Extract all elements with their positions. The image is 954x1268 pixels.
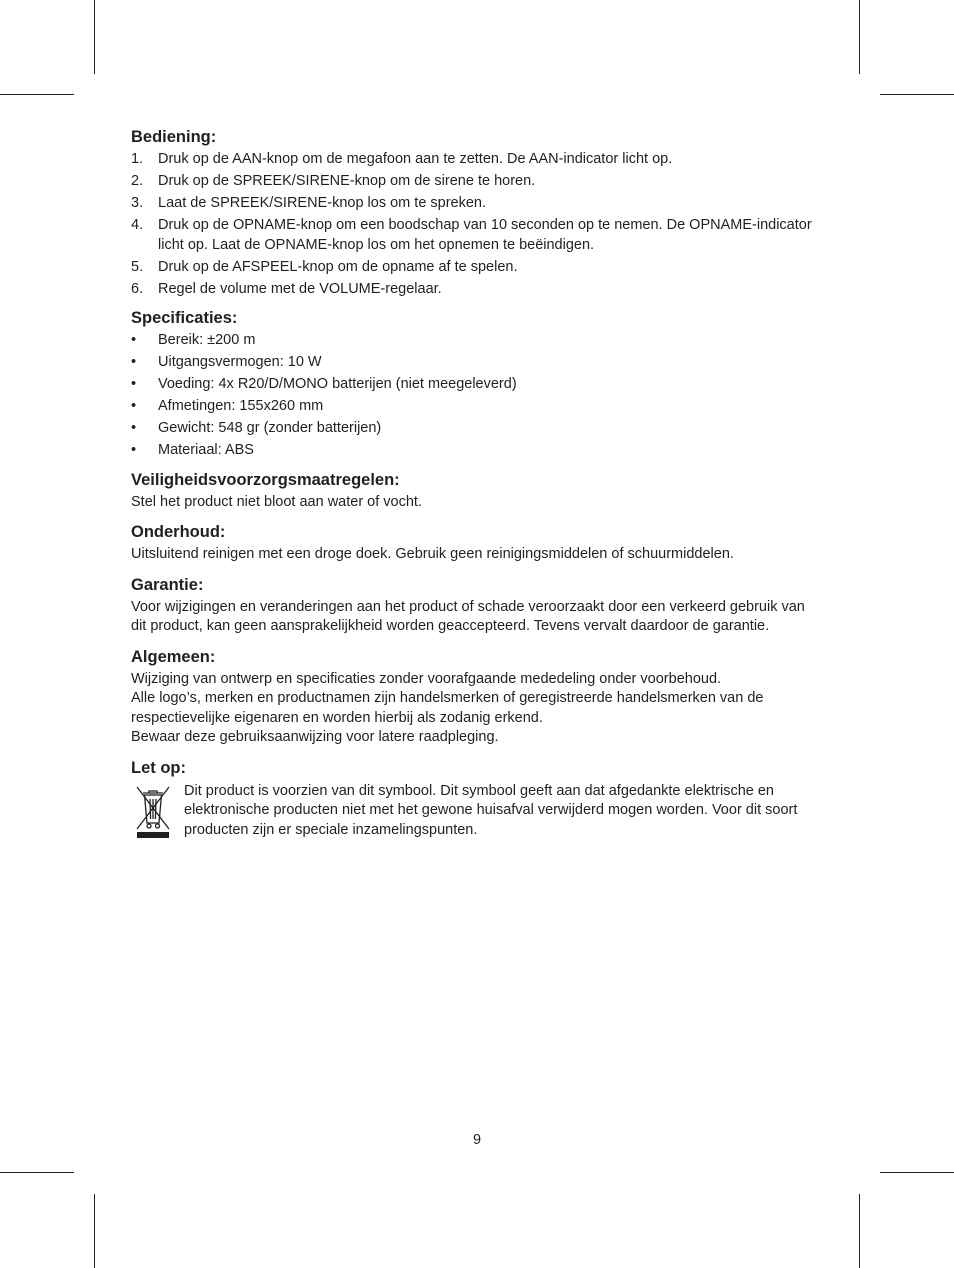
list-item <box>131 172 823 192</box>
section-garantie <box>131 576 823 637</box>
bullet: • <box>131 442 137 458</box>
section-title: Bediening: <box>131 128 217 146</box>
crop-mark-top-left-vertical <box>94 0 95 74</box>
weee-notice <box>131 782 823 844</box>
crop-mark-bottom-left-horizontal <box>0 1172 74 1173</box>
page-number: 9 <box>472 1132 482 1148</box>
spec-text: Voeding: 4x R20/D/MONO batterijen (niet meegeleverd) <box>158 376 517 392</box>
bullet: • <box>131 420 137 436</box>
section-text: Stel het product niet bloot aan water of vocht. <box>131 493 422 510</box>
step-number: 6. <box>131 280 144 297</box>
bullet: • <box>131 354 137 370</box>
step-number: 2. <box>131 173 144 189</box>
step-text: Regel de volume met de VOLUME-regelaar. <box>158 280 442 297</box>
crop-mark-bottom-left-vertical <box>94 1194 95 1268</box>
crop-mark-top-right-vertical <box>859 0 860 74</box>
step-number: 3. <box>131 195 144 211</box>
step-number: 1. <box>131 151 144 167</box>
list-item <box>131 353 823 373</box>
list-item <box>131 280 823 300</box>
section-specificaties <box>131 309 823 461</box>
crop-mark-bottom-right-horizontal <box>880 1172 954 1173</box>
list-item <box>131 419 823 439</box>
section-title: Algemeen: <box>131 647 216 666</box>
crop-mark-bottom-right-vertical <box>859 1194 860 1268</box>
section-text: Voor wijzigingen en veranderingen aan het product of schade veroorzaakt door een verkeerd gebruik van dit product, kan geen aansprakelijkheid worden geaccepteerd. Tevens vervalt daardoor de garantie. <box>131 598 805 634</box>
list-item <box>131 150 823 170</box>
section-title: Let op: <box>131 758 186 777</box>
bullet: • <box>131 332 137 348</box>
section-title: Specificaties: <box>131 309 238 327</box>
list-item <box>131 375 823 395</box>
spec-text: Gewicht: 548 gr (zonder batterijen) <box>158 420 382 436</box>
section-title: Onderhoud: <box>131 523 226 541</box>
section-title: Veiligheidsvoorzorgsmaatregelen: <box>131 470 400 489</box>
step-text: Druk op de SPREEK/SIRENE-knop om de sirene te horen. <box>158 173 536 189</box>
list-item <box>131 258 823 278</box>
bullet: • <box>131 376 137 392</box>
section-algemeen <box>131 648 823 748</box>
crop-mark-top-left-horizontal <box>0 94 74 95</box>
step-text: Druk op de AAN-knop om de megafoon aan te zetten. De AAN-indicator licht op. <box>158 151 673 167</box>
spec-text: Bereik: ±200 m <box>158 332 256 348</box>
section-text: Wijziging van ontwerp en specificaties zonder voorafgaande mededeling onder voorbehoud. <box>131 670 722 687</box>
bullet: • <box>131 398 137 414</box>
step-text: Druk op de AFSPEEL-knop om de opname af te spelen. <box>158 258 518 275</box>
list-item <box>131 397 823 417</box>
step-text: Laat de SPREEK/SIRENE-knop los om te spreken. <box>158 195 487 211</box>
list-item <box>131 441 823 461</box>
section-text: Alle logo’s, merken en productnamen zijn handelsmerken of geregistreerde handelsmerken van de respectievelijke eigenaren en worden hierbij als zodanig erkend. <box>131 690 764 726</box>
spec-text: Afmetingen: 155x260 mm <box>158 398 324 414</box>
section-text: Uitsluitend reinigen met een droge doek. Gebruik geen reinigingsmiddelen of schuurmiddelen. <box>131 546 734 562</box>
crop-mark-top-right-horizontal <box>880 94 954 95</box>
weee-notice-text: Dit product is voorzien van dit symbool. Dit symbool geeft aan dat afgedankte elektrische en elektronische producten niet met het gewone huisafval verwijderd mogen worden. Voor dit soort producten zijn er speciale inzamelingspunten. <box>184 782 798 838</box>
list-item <box>131 194 823 214</box>
step-number: 4. <box>131 217 144 233</box>
list-item <box>131 331 823 351</box>
step-text: Druk op de OPNAME-knop om een boodschap van 10 seconden op te nemen. De OPNAME-indicator licht op. Laat de OPNAME-knop los om het opnemen te beëindigen. <box>158 217 812 253</box>
section-text: Bewaar deze gebruiksaanwijzing voor latere raadpleging. <box>131 729 499 745</box>
spec-text: Materiaal: ABS <box>158 442 254 458</box>
specifications-list <box>131 331 823 461</box>
section-veiligheid <box>131 471 823 513</box>
operation-steps-list <box>131 150 823 299</box>
section-title: Garantie: <box>131 575 204 594</box>
section-bediening <box>131 128 823 299</box>
weee-crossed-bin-icon <box>135 782 177 844</box>
page-content <box>131 128 823 855</box>
section-let-op <box>131 759 823 844</box>
list-item <box>131 216 823 255</box>
spec-text: Uitgangsvermogen: 10 W <box>158 354 322 370</box>
step-number: 5. <box>131 258 144 275</box>
section-onderhoud <box>131 523 823 565</box>
